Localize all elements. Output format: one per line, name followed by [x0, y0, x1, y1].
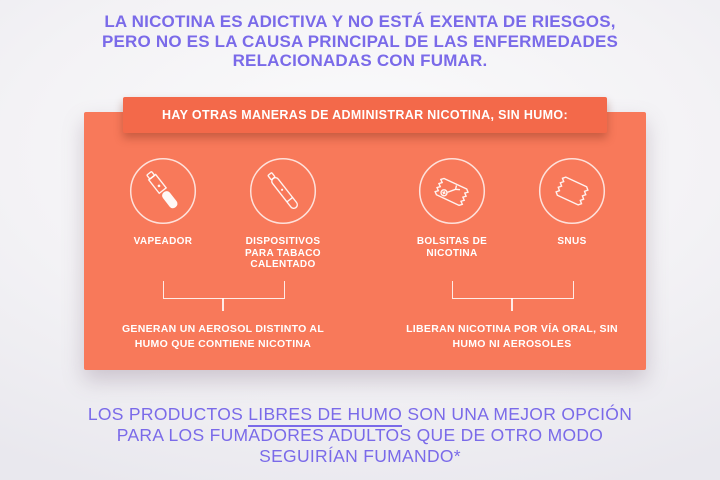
smoke-free-products-card — [84, 108, 646, 370]
footer-line-1: LOS PRODUCTOS LIBRES DE HUMO SON UNA MEJOR OPCIÓN — [0, 404, 720, 425]
libres-de-humo-underlined: LIBRES DE HUMO — [248, 404, 402, 427]
product-label: DISPOSITIVOS PARA TABACO CALENTADO — [245, 236, 321, 270]
product-vapeador — [101, 157, 225, 248]
page-title-line: LA NICOTINA ES ADICTIVA Y NO ESTÁ EXENTA DE RIESGOS, — [104, 12, 616, 31]
note-oral: LIBERAN NICOTINA POR VÍA ORAL, SIN HUMO NI AEROSOLES — [406, 323, 618, 350]
bracket-oral-group — [452, 281, 574, 299]
heated-tobacco-device-icon — [221, 157, 345, 225]
page-title-line: RELACIONADAS CON FUMAR. — [232, 51, 488, 70]
page-title-line: PERO NO ES LA CAUSA PRINCIPAL DE LAS ENFERMEDADES — [101, 31, 619, 51]
nicotine-pouch-icon — [390, 157, 514, 225]
product-label: VAPEADOR — [133, 236, 193, 247]
page-title — [0, 12, 720, 71]
note-aerosol: GENERAN UN AEROSOL DISTINTO AL HUMO QUE CONTIENE NICOTINA — [121, 323, 325, 350]
product-label: SNUS — [557, 236, 587, 247]
footer-line-3: SEGUIRÍAN FUMANDO* — [259, 446, 461, 466]
product-label: BOLSITAS DE NICOTINA — [416, 236, 488, 259]
footer-statement — [0, 404, 720, 467]
product-bolsitas-nicotina — [390, 157, 514, 259]
bracket-aerosol-group — [163, 281, 285, 299]
card-banner-label: HAY OTRAS MANERAS DE ADMINISTRAR NICOTINA, SIN HUMO: — [162, 108, 568, 122]
product-snus — [510, 157, 634, 248]
snus-pouch-icon — [510, 157, 634, 225]
bracket-aerosol-stem — [222, 298, 224, 311]
product-tabaco-calentado — [221, 157, 345, 271]
bracket-oral-stem — [511, 298, 513, 311]
vape-pen-icon — [101, 157, 225, 225]
card-banner — [123, 97, 607, 133]
footer-line-2: PARA LOS FUMADORES ADULTOS QUE DE OTRO MODO — [116, 425, 604, 445]
